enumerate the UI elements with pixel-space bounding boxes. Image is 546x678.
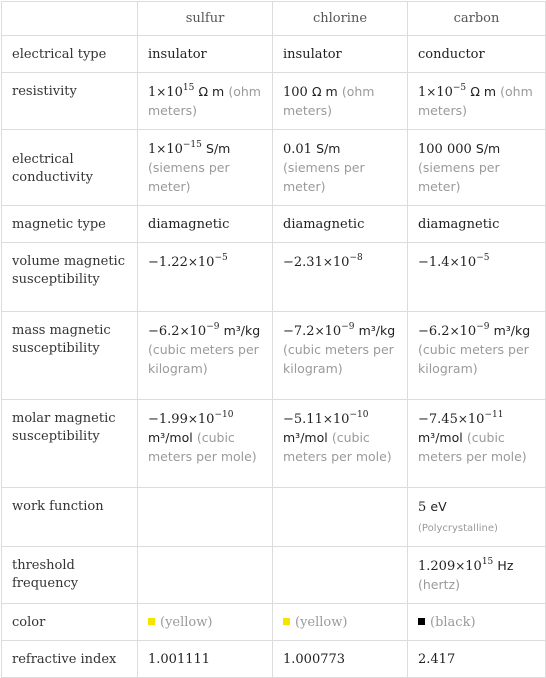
table-row-molar-magnetic-susceptibility <box>2 400 546 488</box>
cell-carbon: diamagnetic <box>408 206 546 243</box>
table-row-electrical-conductivity <box>2 130 546 206</box>
header-row <box>2 2 546 36</box>
row-label: electrical type <box>2 36 138 73</box>
column-header-sulfur: sulfur <box>138 2 273 36</box>
table-row-volume-magnetic-susceptibility <box>2 243 546 312</box>
cell-carbon: $1\times 10^{-5}$ Ω m (ohm meters) <box>408 73 546 130</box>
cell-sulfur: $1\times 10^{15}$ Ω m (ohm meters) <box>138 73 273 130</box>
table-row-resistivity <box>2 73 546 130</box>
cell-carbon: $1.209\times 10^{15}$ Hz (hertz) <box>408 547 546 604</box>
cell-carbon: $-6.2\times 10^{-9}$ m³/kg (cubic meters per kilogram) <box>408 312 546 400</box>
cell-carbon: conductor <box>408 36 546 73</box>
cell-sulfur: $-1.99\times 10^{-10}$ m³/mol (cubic meters per mole) <box>138 400 273 488</box>
table-row-electrical-type <box>2 36 546 73</box>
row-label: work function <box>2 488 138 547</box>
row-label: color <box>2 604 138 641</box>
cell-sulfur: $-1.22\times 10^{-5}$ <box>138 243 273 312</box>
cell-chlorine <box>273 547 408 604</box>
cell-sulfur: 1.001111 <box>138 641 273 678</box>
cell-chlorine <box>273 488 408 547</box>
row-label: resistivity <box>2 73 138 130</box>
row-label: magnetic type <box>2 206 138 243</box>
cell-chlorine: 100 Ω m (ohm meters) <box>273 73 408 130</box>
cell-carbon: 2.417 <box>408 641 546 678</box>
cell-carbon: $-1.4\times 10^{-5}$ <box>408 243 546 312</box>
cell-chlorine: $-2.31\times 10^{-8}$ <box>273 243 408 312</box>
color-swatch <box>418 618 425 625</box>
cell-carbon: $-7.45\times 10^{-11}$ m³/mol (cubic meters per mole) <box>408 400 546 488</box>
cell-chlorine: $-7.2\times 10^{-9}$ m³/kg (cubic meters per kilogram) <box>273 312 408 400</box>
cell-sulfur: insulator <box>138 36 273 73</box>
cell-sulfur: (yellow) <box>138 604 273 641</box>
cell-chlorine: insulator <box>273 36 408 73</box>
table-row-magnetic-type <box>2 206 546 243</box>
cell-sulfur: $-6.2\times 10^{-9}$ m³/kg (cubic meters per kilogram) <box>138 312 273 400</box>
cell-sulfur: diamagnetic <box>138 206 273 243</box>
color-swatch <box>148 618 155 625</box>
row-label: mass magnetic susceptibility <box>2 312 138 400</box>
cell-sulfur <box>138 547 273 604</box>
table-row-mass-magnetic-susceptibility <box>2 312 546 400</box>
row-label: molar magnetic susceptibility <box>2 400 138 488</box>
table-row-color <box>2 604 546 641</box>
cell-sulfur <box>138 488 273 547</box>
corner-header <box>2 2 138 36</box>
color-swatch <box>283 618 290 625</box>
element-properties-table <box>1 1 546 678</box>
column-header-chlorine: chlorine <box>273 2 408 36</box>
cell-chlorine: 0.01 S/m (siemens per meter) <box>273 130 408 206</box>
row-label: electrical conductivity <box>2 130 138 206</box>
cell-sulfur: $1\times 10^{-15}$ S/m (siemens per meter) <box>138 130 273 206</box>
table-row-work-function <box>2 488 546 547</box>
cell-chlorine: diamagnetic <box>273 206 408 243</box>
cell-chlorine: 1.000773 <box>273 641 408 678</box>
cell-carbon: 5 eV (Polycrystalline) <box>408 488 546 547</box>
row-label: refractive index <box>2 641 138 678</box>
row-label: volume magnetic susceptibility <box>2 243 138 312</box>
row-label: threshold frequency <box>2 547 138 604</box>
cell-carbon: (black) <box>408 604 546 641</box>
cell-chlorine: $-5.11\times 10^{-10}$ m³/mol (cubic meters per mole) <box>273 400 408 488</box>
table-row-refractive-index <box>2 641 546 678</box>
column-header-carbon: carbon <box>408 2 546 36</box>
table-row-threshold-frequency <box>2 547 546 604</box>
cell-carbon: 100 000 S/m (siemens per meter) <box>408 130 546 206</box>
cell-chlorine: (yellow) <box>273 604 408 641</box>
